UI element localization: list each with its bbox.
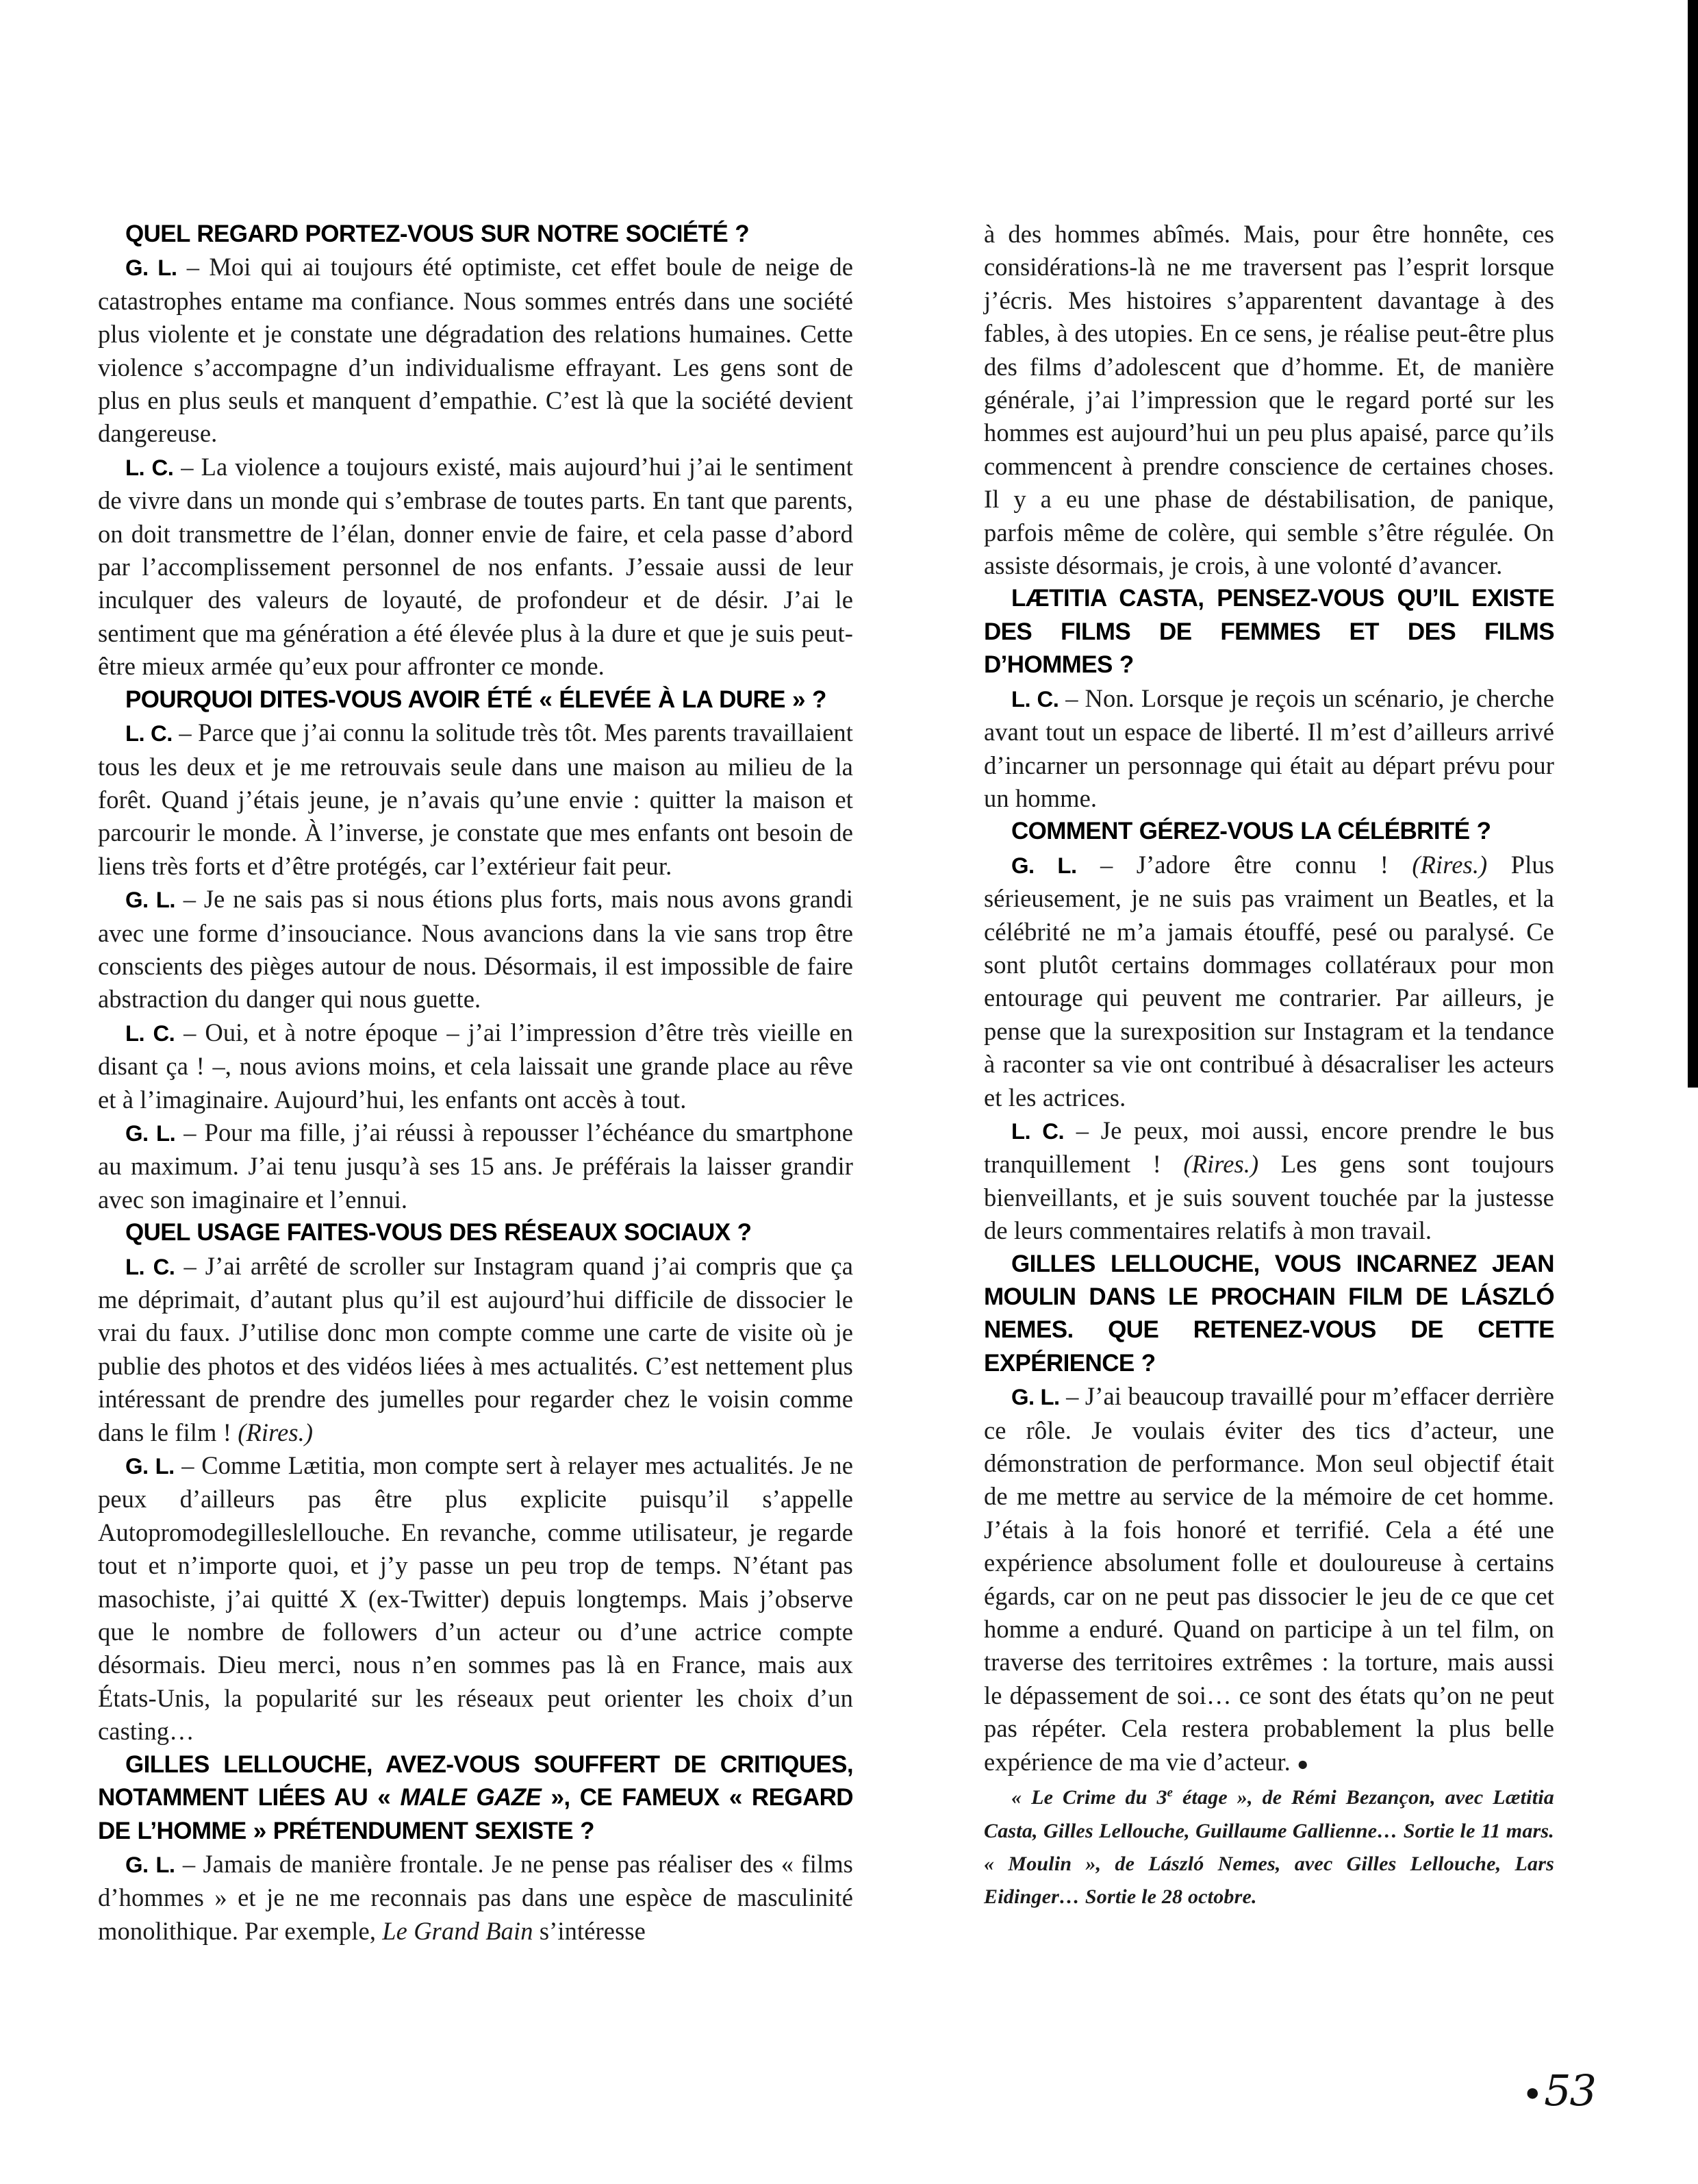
speaker-label: L. C. [1011,1118,1065,1144]
text-run: – Je peux, moi aussi, encore prendre le bus tranquillement ! [984,1116,1554,1179]
answer-paragraph [98,451,853,683]
text-run: GILLES LELLOUCHE, VOUS INCARNEZ JEAN MOULIN DANS LE PROCHAIN FILM DE LÁSZLÓ NEMES. QUE RETENEZ-VOUS DE CETTE EXPÉRIENCE ? [984,1250,1554,1377]
answer-paragraph [98,1116,853,1216]
text-run: – Oui, et à notre époque – j’ai l’impression d’être très vieille en disant ça ! –, nous avions moins, et cela laissait une grande place au rêve et à l’imaginaire. Aujourd’hui, les enfants ont accès à tout. [98,1018,854,1114]
text-run: – Comme Lætitia, mon compte sert à relayer mes actualités. Je ne peux d’ailleurs pas être plus explicite puisqu’il s’appelle Autopromodegilleslellouche. En revanche, comme utilisateur, je regarde tout et n’importe quoi, et j’y passe un peu trop de temps. N’étant pas masochiste, j’ai quitté X (ex-Twitter) depuis longtemps. Mais j’observe que le nombre de followers d’un acteur ou d’une actrice compte désormais. Dieu merci, nous n’en sommes pas là en France, mais aux États-Unis, la popularité sur les réseaux peut orienter les choix d’un casting… [98,1451,853,1746]
text-run: MALE GAZE [400,1784,542,1811]
speaker-label: L. C. [1011,686,1059,712]
text-run: à des hommes abîmés. Mais, pour être honnête, ces considérations-là ne me traversent pas l’esprit lorsque j’écris. Mes histoires s’apparentent davantage à des fables, à des utopies. En ce sens, je réalise peut-être plus des films d’adolescent que d’homme. Et, de manière générale, j’ai l’impression que le regard porté sur les hommes est aujourd’hui un peu plus apaisé, parce qu’ils commencent à prendre conscience de certaines choses. Il y a eu une phase de déstabilisation, de panique, parfois même de colère, qui semble s’être régulée. On assiste désormais, je crois, à une volonté d’avancer. [984,220,1554,580]
text-run: QUEL USAGE FAITES-VOUS DES RÉSEAUX SOCIAUX ? [125,1219,752,1246]
answer-paragraph [98,1250,853,1449]
text-run: (Rires.) [238,1418,314,1446]
speaker-label: L. C. [125,454,174,480]
page-footer [1525,2066,1595,2116]
question-heading [984,582,1554,681]
left-column [98,218,853,1948]
speaker-label: L. C. [125,1020,175,1046]
question-heading [98,218,853,251]
question-heading [98,1748,853,1848]
text-run: Le Grand Bain [382,1916,533,1945]
text-run: – J’ai arrêté de scroller sur Instagram quand j’ai compris que ça me déprimait, d’autant plus qu’il est aujourd’hui difficile de dissocier le vrai du faux. J’utilise donc mon compte comme une carte de visite où je publie des photos et des vidéos liées à mes actualités. C’est nettement plus intéressant de prendre des jumelles pour regarder chez le voisin comme dans le film ! [98,1251,853,1446]
answer-paragraph [98,1016,853,1116]
answer-paragraph [984,682,1554,816]
text-run: (Rires.) [1412,850,1488,879]
answer-paragraph [98,716,853,883]
text-run: GILLES LELLOUCHE, AVEZ-VOUS SOUFFERT DE CRITIQUES, NOTAMMENT LIÉES AU « [98,1750,853,1811]
speaker-label: G. L. [125,1453,175,1479]
answer-paragraph [984,849,1554,1114]
text-run: – Pour ma fille, j’ai réussi à repousser l’échéance du smartphone au maximum. J’ai tenu jusqu’à ses 15 ans. Je préférais la laisser grandir avec son imaginaire et l’ennui. [98,1118,853,1214]
page-edge-bar [1688,0,1698,1088]
question-heading [98,1216,853,1249]
answer-paragraph [98,1449,853,1748]
speaker-label: G. L. [125,887,175,913]
text-run: – J’ai beaucoup travaillé pour m’effacer derrière ce rôle. Je voulais éviter des tics d’acteur, une démonstration de performance. Mon seul objectif était de me mettre au service de la mémoire de cet homme. J’étais à la fois honoré et terrifié. Cela a été une expérience absolument folle et douloureuse à certains égards, car on ne peut pas dissocier le jeu de ce que cet homme a enduré. Quand on participe à un tel film, on traverse des territoires extrêmes : la torture, mais aussi le dépassement de soi… ce sont des états qu’on ne peut pas répéter. Cela restera probablement la plus belle expérience de ma vie d’acteur. [984,1382,1555,1776]
text-run: COMMENT GÉREZ-VOUS LA CÉLÉBRITÉ ? [1011,818,1491,845]
speaker-label: G. L. [125,255,177,281]
speaker-label: G. L. [125,1120,176,1146]
answer-paragraph [98,1848,853,1948]
text-run: ● [1297,1753,1309,1775]
text-run: e [1167,1785,1174,1800]
text-run: s’intéresse [533,1916,646,1945]
text-run: (Rires.) [1183,1150,1259,1179]
text-run: étage », de Rémi Bezançon, avec Lætitia Casta, Gilles Lellouche, Guillaume Gallienne… Sortie le 11 mars. « Moulin », de László Nemes, avec Gilles Lellouche, Lars Eidinger… Sortie le 28 octobre. [984,1786,1554,1909]
text-run: LÆTITIA CASTA, PENSEZ-VOUS QU’IL EXISTE DES FILMS DE FEMMES ET DES FILMS D’HOMMES ? [984,585,1554,679]
text-run: – Je ne sais pas si nous étions plus forts, mais nous avons grandi avec une forme d’insouciance. Nous avancions dans la vie sans trop être conscients des pièges autour de nous. Désormais, il est impossible de faire abstraction du danger qui nous guette. [98,885,853,1014]
answer-paragraph [984,218,1554,582]
answer-paragraph [98,251,853,450]
text-run: Les gens sont toujours bienveillants, et je suis souvent touchée par la justesse de leurs commentaires relatifs à mon travail. [984,1150,1554,1245]
answer-paragraph [98,883,853,1016]
page-number-bullet-icon: ● [1525,2079,1541,2106]
film-credits [984,1781,1554,1914]
speaker-label: G. L. [125,1851,175,1877]
speaker-label: G. L. [1011,1384,1060,1410]
right-column [984,218,1554,1914]
text-run: QUEL REGARD PORTEZ-VOUS SUR NOTRE SOCIÉTÉ ? [125,221,750,247]
speaker-label: L. C. [125,720,173,746]
text-run: », CE FAMEUX « REGARD DE L’HOMME » PRÉTENDUMENT SEXISTE ? [98,1784,853,1844]
text-run: – Jamais de manière frontale. Je ne pense pas réaliser des « films d’hommes » et je ne me reconnais pas dans une espèce de masculinité monolithique. Par exemple, [98,1849,853,1945]
text-run: – Moi qui ai toujours été optimiste, cet effet boule de neige de catastrophes entame ma confiance. Nous sommes entrés dans une société plus violente et je constate une dégradation des relations humaines. Cette violence s’accompagne d’un individualisme effrayant. Les gens sont de plus en plus seuls et manquent d’empathie. C’est là que la société devient dangereuse. [98,253,853,448]
text-run: – Non. Lorsque je reçois un scénario, je cherche avant tout un espace de liberté. Il m’est d’ailleurs arrivé d’incarner un personnage qui était au départ prévu pour un homme. [984,683,1554,812]
text-run: Plus sérieusement, je ne suis pas vraiment un Beatles, et la célébrité ne m’a jamais étouffé, pesé ou paralysé. Ce sont plutôt certains dommages collatéraux pour mon entourage qui peuvent me contrarier. Par ailleurs, je pense que la surexposition sur Instagram et la tendance à raconter sa vie ont contribué à désacraliser les acteurs et les actrices. [984,850,1554,1112]
question-heading [984,1248,1554,1381]
text-run: – La violence a toujours existé, mais aujourd’hui j’ai le sentiment de vivre dans un monde qui s’embrase de toutes parts. En tant que parents, on doit transmettre de l’élan, donner envie de faire, et cela passe d’abord par l’accomplissement personnel de nos enfants. J’essaie aussi de leur inculquer des valeurs de loyauté, de profondeur et de désir. J’ai le sentiment que ma génération a été élevée plus à la dure et que je suis peut-être mieux armée qu’eux pour affronter ce monde. [98,452,853,681]
text-run: – Parce que j’ai connu la solitude très tôt. Mes parents travaillaient tous les deux et je me retrouvais seule dans une maison au milieu de la forêt. Quand j’étais jeune, je n’avais qu’une envie : quitter la maison et parcourir le monde. À l’inverse, je constate que mes enfants ont besoin de liens très forts et d’être protégés, car l’extérieur fait peur. [98,718,854,880]
answer-paragraph [984,1380,1554,1781]
speaker-label: L. C. [125,1253,175,1279]
text-run: – J’adore être connu ! [1076,850,1412,879]
text-run: POURQUOI DITES-VOUS AVOIR ÉTÉ « ÉLEVÉE À LA DURE » ? [125,686,826,713]
question-heading [98,683,853,716]
question-heading [984,815,1554,848]
answer-paragraph [984,1114,1554,1248]
speaker-label: G. L. [1011,852,1077,878]
page-number: 53 [1544,2066,1595,2116]
text-run: « Le Crime du 3 [1011,1786,1167,1809]
